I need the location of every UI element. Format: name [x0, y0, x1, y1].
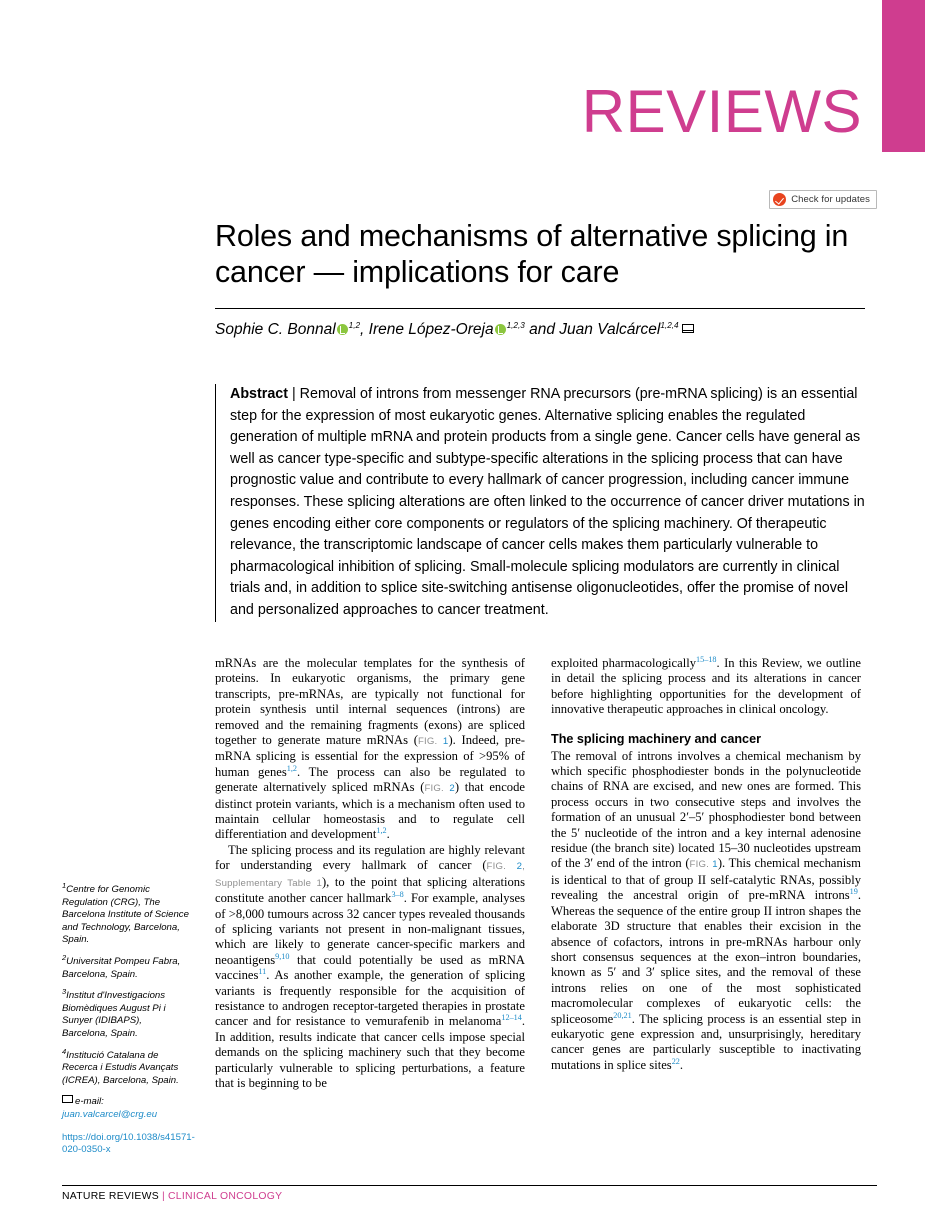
affiliation-item: $^1$Centre for Genomic Regulation (CRG), The Barcelona Institute of Science and Technology, Barcelona, Spain. — [62, 880, 189, 946]
abstract-separator: | — [288, 386, 300, 402]
body-column-right — [551, 656, 861, 1073]
page-title: Roles and mechanisms of alternative splicing in cancer — implications for care — [215, 219, 849, 289]
section-label: REVIEWS — [581, 78, 862, 145]
footer-subject: CLINICAL ONCOLOGY — [167, 1191, 283, 1202]
body-column-left — [215, 656, 525, 1091]
title-block — [215, 218, 865, 340]
check-for-updates-badge[interactable] — [769, 190, 877, 209]
paragraph: The removal of introns involves a chemical mechanism by which specific phosphodiester bonds in the polynucleotide chains of RNA are excised, and new ones are formed. This process occurs in two consecutive steps and involves the formation of an unusual 2′–5′ phosphodiester bond between the 5′ nucleotide of the intron and a key internal adenosine residue (the branch site) located 15–30 nucleotides upstream of the 3′ end of the intron (FIG. 1). This chemical mechanism is identical to that of group II self-catalytic RNAs, possibly revealing the ancestral origin of pre-mRNA introns$^{19}$. Whereas the sequence of the entire group II intron shapes the elaborate 3D structure that enables their excision in the absence of cofactors, introns in pre-mRNAs harbour only short consensus sequences at the exon–intron boundaries, known as 5′ and 3′ splice sites, and the removal of these introns relies on one of the most sophisticated macromolecular complexes of eukaryotic cells: the spliceosome$^{20,21}$. The splicing process is an essential step in eukaryotic gene expression and, unsurprisingly, hereditary cancer genes are particularly susceptible to inactivating mutations in splice sites$^{22}$. — [551, 748, 861, 1072]
correspondence-email[interactable] — [62, 1096, 190, 1121]
abstract-section — [215, 384, 865, 622]
affiliation-item: $^3$Institut d'Investigacions Biomèdiques August Pi i Sunyer (IDIBAPS), Barcelona, Spain. — [62, 986, 166, 1039]
doi-link[interactable]: https://doi.org/10.1038/s41571-020-0350-x — [62, 1131, 195, 1156]
page-footer — [62, 1185, 877, 1202]
email-address[interactable]: juan.valcarcel@crg.eu — [62, 1108, 158, 1120]
check-for-updates-label: Check for updates — [791, 194, 870, 205]
paragraph: mRNAs are the molecular templates for the synthesis of proteins. In eukaryotic organisms, the primary gene transcripts, pre-mRNAs, are typically not functional for protein synthesis until internal sequences (introns) are removed and the remaining fragments (exons) are spliced together to generate mature mRNAs (FIG. 1). Indeed, pre-mRNA splicing is essential for the expression of >95% of human genes$^{1,2}$. The process can also be regulated to generate alternatively spliced mRNAs (FIG. 2) that encode distinct protein variants, which is a mechanism often used to maintain cellular homeostasis and to regulate cell differentiation and development$^{1,2}$. — [215, 656, 526, 842]
section-heading: The splicing machinery and cancer — [551, 731, 761, 746]
email-prefix: e-mail: — [75, 1096, 104, 1108]
paragraph: exploited pharmacologically$^{15-18}$. In this Review, we outline in detail the splicing process and its alterations in cancer before highlighting opportunities for the development of innovative therapeutic approaches in clinical oncology. — [551, 654, 861, 717]
author-list: Sophie C. Bonnal $^{1,2}$, Irene López-Oreja $^{1,2,3}$ and Juan Valcárcel$^{1,2,4}$ — [215, 320, 865, 340]
envelope-icon — [62, 1095, 73, 1103]
affiliations-block — [62, 880, 195, 1157]
affiliation-item: $^4$Institució Catalana de Recerca i Estudis Avançats (ICREA), Barcelona, Spain. — [62, 1046, 179, 1086]
abstract-body: Removal of introns from messenger RNA precursors (pre-mRNA splicing) is an essential step for the expression of most eukaryotic genes. Alternative splicing enables the regulated generation of multiple mRNA and protein products from a single gene. Cancer cells have general as well as cancer type-specific and subtype-specific alterations in the splicing process that can have prognostic value and contribute to every hallmark of cancer progression, including cancer immune responses. These splicing alterations are often linked to the occurrence of cancer driver mutations in genes encoding either core components or regulators of the splicing machinery. Of therapeutic relevance, the transcriptomic landscape of cancer cells makes them particularly vulnerable to pharmacological inhibition of splicing. Small-molecule splicing modulators are currently in clinical trials and, in addition to splice site-switching antisense oligonucleotides, offer the promise of novel and personalized approaches to cancer treatment. — [230, 386, 865, 618]
crossmark-icon — [773, 193, 786, 206]
footer-separator: | — [161, 1191, 165, 1202]
footer-journal: NATURE REVIEWS — [62, 1191, 159, 1202]
abstract-text — [230, 384, 865, 622]
abstract-label: Abstract — [230, 386, 288, 402]
affiliation-item: $^2$Universitat Pompeu Fabra, Barcelona, Spain. — [62, 952, 181, 980]
title-divider — [215, 308, 865, 309]
header-accent-bar — [882, 0, 925, 152]
paragraph: The splicing process and its regulation are highly relevant for understanding every hallmark of cancer (FIG. 2, Supplementary Table 1), to the point that splicing alterations constitute another cancer hallmark$^{3-8}$. For example, analyses of >8,000 tumours across 32 cancer types revealed thousands of splicing variants not present in non-malignant tissues, which are likely to generate cancer-specific markers and neoantigens$^{9,10}$ that could potentially be used as mRNA vaccines$^{11}$. As another example, the generation of splicing variants is frequently responsible for the acquisition of resistance to androgen receptor-targeted therapies in prostate cancer and for resistance to vemurafenib in melanoma$^{12-14}$. In addition, results indicate that cancer cells impose special demands on the splicing machinery such that they become particularly vulnerable to splicing perturbations, a feature that is beginning to be — [215, 842, 525, 1090]
